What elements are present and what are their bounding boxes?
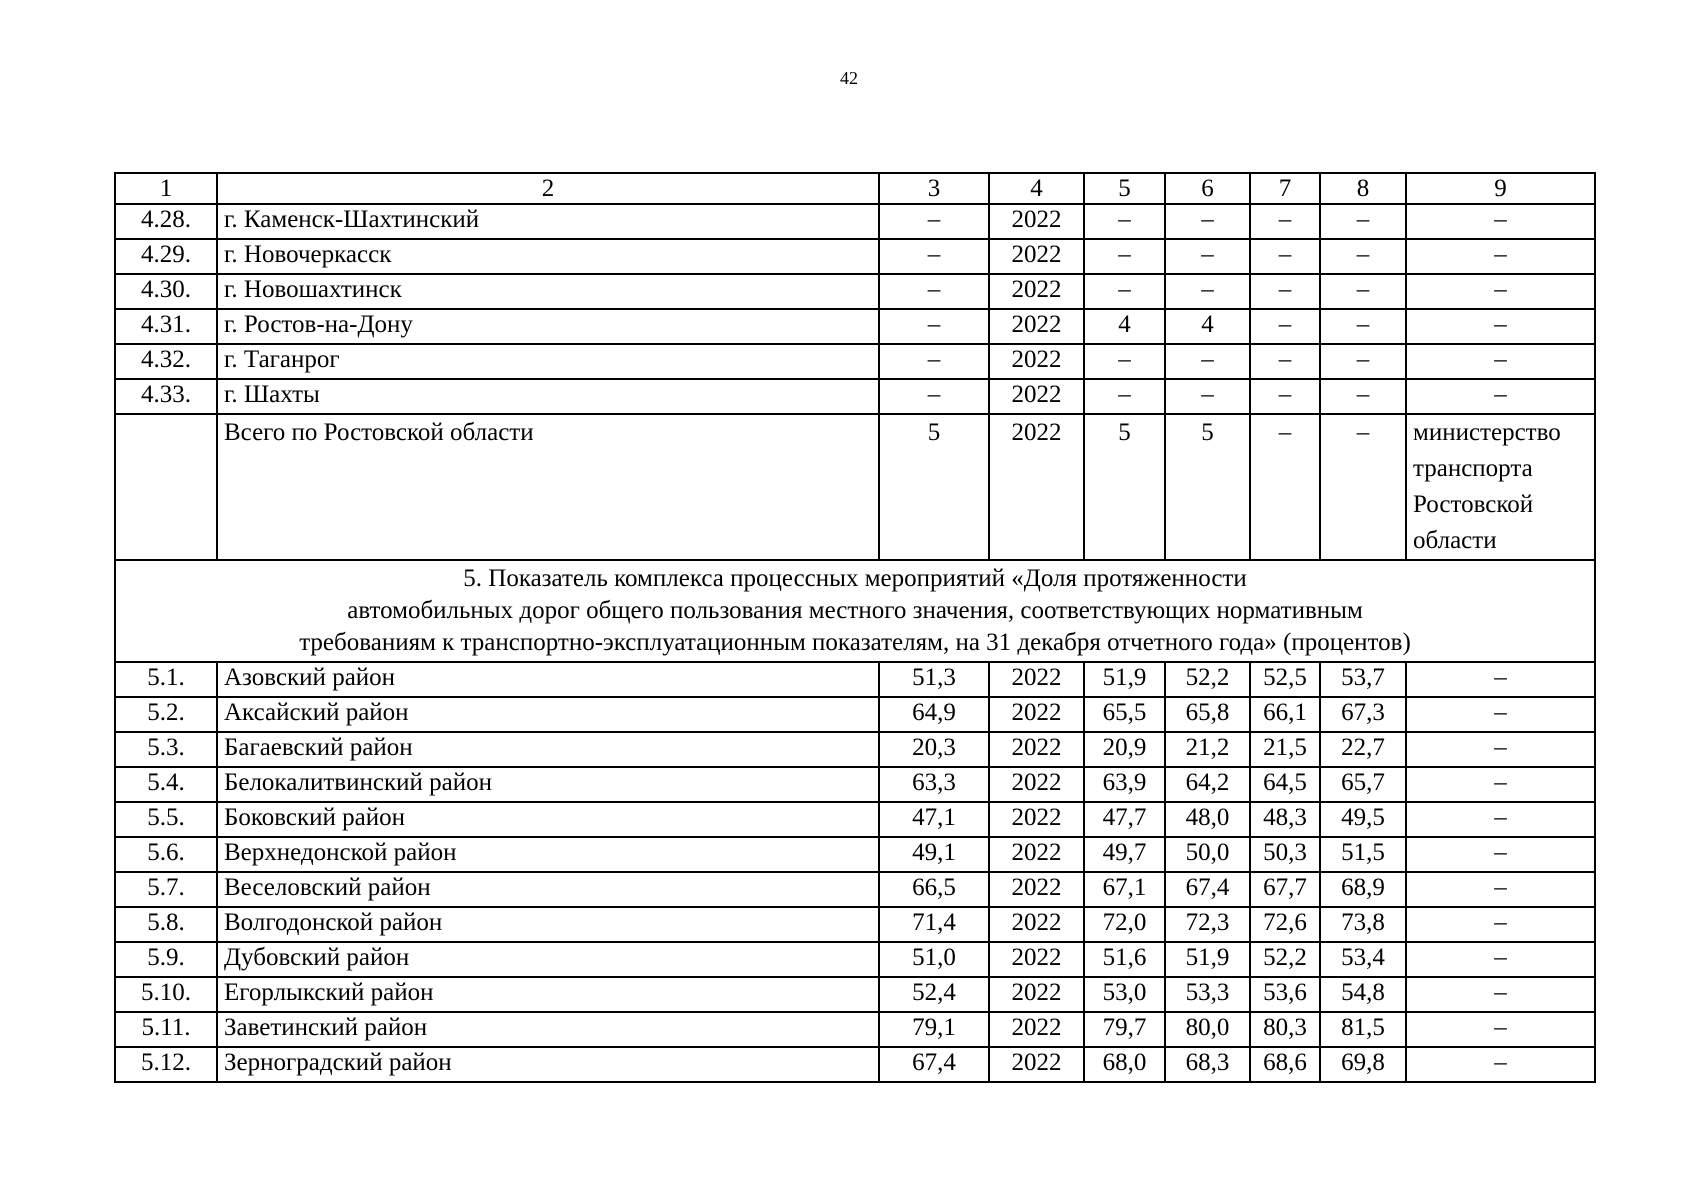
cell-c7: 53,6 xyxy=(1250,977,1320,1012)
cell-c8: 67,3 xyxy=(1320,697,1406,732)
cell-c5: 51,6 xyxy=(1084,942,1165,977)
cell-c3: – xyxy=(879,379,989,414)
cell-c7: 72,6 xyxy=(1250,907,1320,942)
cell-name: Волгодонской район xyxy=(217,907,879,942)
header-cell-9: 9 xyxy=(1406,173,1595,204)
cell-c3: – xyxy=(879,309,989,344)
table-row xyxy=(115,942,1595,977)
total-cell-num xyxy=(115,414,217,560)
cell-c7: 50,3 xyxy=(1250,837,1320,872)
agency-line: транспорта xyxy=(1413,455,1533,482)
cell-c4: 2022 xyxy=(989,379,1084,414)
cell-name: Аксайский район xyxy=(217,697,879,732)
cell-c7: 67,7 xyxy=(1250,872,1320,907)
cell-num: 4.31. xyxy=(115,309,217,344)
cell-c5: 72,0 xyxy=(1084,907,1165,942)
cell-num: 5.6. xyxy=(115,837,217,872)
section-heading-row xyxy=(115,560,1595,662)
table-row xyxy=(115,697,1595,732)
cell-name: Дубовский район xyxy=(217,942,879,977)
cell-num: 4.33. xyxy=(115,379,217,414)
cell-c9: – xyxy=(1406,697,1595,732)
cell-c3: 20,3 xyxy=(879,732,989,767)
cell-c4: 2022 xyxy=(989,344,1084,379)
cell-c4: 2022 xyxy=(989,239,1084,274)
cell-c4: 2022 xyxy=(989,942,1084,977)
cell-c9: – xyxy=(1406,977,1595,1012)
header-cell-5: 5 xyxy=(1084,173,1165,204)
cell-c7: 48,3 xyxy=(1250,802,1320,837)
total-cell-c4: 2022 xyxy=(989,414,1084,560)
cell-name: г. Таганрог xyxy=(217,344,879,379)
cell-c4: 2022 xyxy=(989,204,1084,239)
cell-c4: 2022 xyxy=(989,907,1084,942)
cell-c3: 52,4 xyxy=(879,977,989,1012)
cell-c9: – xyxy=(1406,767,1595,802)
cell-c3: 47,1 xyxy=(879,802,989,837)
cell-c9: – xyxy=(1406,802,1595,837)
cell-c3: 63,3 xyxy=(879,767,989,802)
cell-c5: 65,5 xyxy=(1084,697,1165,732)
cell-c9: – xyxy=(1406,942,1595,977)
cell-c7: – xyxy=(1250,344,1320,379)
cell-c9: – xyxy=(1406,907,1595,942)
cell-c6: – xyxy=(1165,379,1250,414)
cell-c5: 67,1 xyxy=(1084,872,1165,907)
cell-c5: 20,9 xyxy=(1084,732,1165,767)
cell-c9: – xyxy=(1406,872,1595,907)
page-number: 42 xyxy=(840,68,858,88)
header-cell-2: 2 xyxy=(217,173,879,204)
cell-c6: 51,9 xyxy=(1165,942,1250,977)
cell-c9: – xyxy=(1406,732,1595,767)
cell-c6: 64,2 xyxy=(1165,767,1250,802)
cell-c4: 2022 xyxy=(989,1012,1084,1047)
cell-num: 4.30. xyxy=(115,274,217,309)
indicator-table xyxy=(114,172,1596,1083)
cell-c7: – xyxy=(1250,274,1320,309)
cell-c3: – xyxy=(879,239,989,274)
cell-c4: 2022 xyxy=(989,977,1084,1012)
table-row xyxy=(115,767,1595,802)
header-cell-7: 7 xyxy=(1250,173,1320,204)
cell-c3: 64,9 xyxy=(879,697,989,732)
cell-c9: – xyxy=(1406,1012,1595,1047)
cell-c4: 2022 xyxy=(989,837,1084,872)
section-heading-line: автомобильных дорог общего пользования местного значения, соответствующих нормативным xyxy=(347,597,1363,624)
table-row xyxy=(115,977,1595,1012)
cell-name: Заветинский район xyxy=(217,1012,879,1047)
cell-c4: 2022 xyxy=(989,662,1084,697)
table-row xyxy=(115,907,1595,942)
agency-line: области xyxy=(1413,527,1497,554)
cell-c6: – xyxy=(1165,204,1250,239)
cell-c5: – xyxy=(1084,344,1165,379)
cell-name: г. Шахты xyxy=(217,379,879,414)
table-body xyxy=(115,173,1595,1082)
total-cell-c3: 5 xyxy=(879,414,989,560)
cell-c8: 65,7 xyxy=(1320,767,1406,802)
cell-c9: – xyxy=(1406,344,1595,379)
cell-c6: 4 xyxy=(1165,309,1250,344)
cell-name: Верхнедонской район xyxy=(217,837,879,872)
cell-c4: 2022 xyxy=(989,732,1084,767)
cell-c7: 52,2 xyxy=(1250,942,1320,977)
cell-c8: 53,4 xyxy=(1320,942,1406,977)
header-cell-1: 1 xyxy=(115,173,217,204)
cell-c9: – xyxy=(1406,662,1595,697)
cell-num: 4.28. xyxy=(115,204,217,239)
cell-c9: – xyxy=(1406,204,1595,239)
cell-c3: 51,0 xyxy=(879,942,989,977)
cell-num: 5.2. xyxy=(115,697,217,732)
cell-name: г. Новошахтинск xyxy=(217,274,879,309)
table-row xyxy=(115,379,1595,414)
cell-c9: – xyxy=(1406,274,1595,309)
cell-c6: 65,8 xyxy=(1165,697,1250,732)
cell-name: Боковский район xyxy=(217,802,879,837)
cell-c3: – xyxy=(879,344,989,379)
table-row xyxy=(115,239,1595,274)
cell-c5: 53,0 xyxy=(1084,977,1165,1012)
cell-name: Егорлыкский район xyxy=(217,977,879,1012)
cell-name: Белокалитвинский район xyxy=(217,767,879,802)
table-row xyxy=(115,662,1595,697)
cell-c8: – xyxy=(1320,379,1406,414)
cell-name: Азовский район xyxy=(217,662,879,697)
cell-c8: 73,8 xyxy=(1320,907,1406,942)
cell-c7: – xyxy=(1250,379,1320,414)
cell-c3: 71,4 xyxy=(879,907,989,942)
cell-c9: – xyxy=(1406,239,1595,274)
cell-num: 5.4. xyxy=(115,767,217,802)
cell-c5: 51,9 xyxy=(1084,662,1165,697)
table-row xyxy=(115,344,1595,379)
cell-c5: 63,9 xyxy=(1084,767,1165,802)
cell-c5: 47,7 xyxy=(1084,802,1165,837)
table-row xyxy=(115,872,1595,907)
cell-c3: 66,5 xyxy=(879,872,989,907)
cell-c8: – xyxy=(1320,344,1406,379)
cell-c8: 54,8 xyxy=(1320,977,1406,1012)
header-cell-3: 3 xyxy=(879,173,989,204)
header-row xyxy=(115,173,1595,204)
cell-num: 4.29. xyxy=(115,239,217,274)
table-row xyxy=(115,309,1595,344)
cell-num: 5.11. xyxy=(115,1012,217,1047)
cell-name: Зерноградский район xyxy=(217,1047,879,1082)
cell-c3: – xyxy=(879,274,989,309)
section-heading-line: 5. Показатель комплекса процессных мероприятий «Доля протяженности xyxy=(463,565,1247,592)
cell-c8: 51,5 xyxy=(1320,837,1406,872)
cell-c5: – xyxy=(1084,274,1165,309)
cell-c5: – xyxy=(1084,379,1165,414)
responsible-agency xyxy=(1406,414,1595,560)
cell-c6: 48,0 xyxy=(1165,802,1250,837)
cell-num: 5.10. xyxy=(115,977,217,1012)
table-row xyxy=(115,204,1595,239)
cell-c8: – xyxy=(1320,309,1406,344)
section-heading xyxy=(115,560,1595,662)
cell-c7: – xyxy=(1250,204,1320,239)
cell-name: Багаевский район xyxy=(217,732,879,767)
cell-c6: – xyxy=(1165,344,1250,379)
cell-name: г. Каменск-Шахтинский xyxy=(217,204,879,239)
cell-c8: 68,9 xyxy=(1320,872,1406,907)
cell-c5: – xyxy=(1084,204,1165,239)
cell-c6: 68,3 xyxy=(1165,1047,1250,1082)
cell-c8: 22,7 xyxy=(1320,732,1406,767)
cell-c6: 72,3 xyxy=(1165,907,1250,942)
cell-c8: 49,5 xyxy=(1320,802,1406,837)
cell-name: Веселовский район xyxy=(217,872,879,907)
cell-num: 5.7. xyxy=(115,872,217,907)
table-row xyxy=(115,1012,1595,1047)
agency-line: Ростовской xyxy=(1413,491,1534,518)
cell-c5: 4 xyxy=(1084,309,1165,344)
cell-c7: 80,3 xyxy=(1250,1012,1320,1047)
cell-c9: – xyxy=(1406,309,1595,344)
cell-c7: 68,6 xyxy=(1250,1047,1320,1082)
cell-c8: 81,5 xyxy=(1320,1012,1406,1047)
cell-c8: 53,7 xyxy=(1320,662,1406,697)
total-cell-name: Всего по Ростовской области xyxy=(217,414,879,560)
cell-c4: 2022 xyxy=(989,274,1084,309)
cell-num: 5.5. xyxy=(115,802,217,837)
cell-c5: 68,0 xyxy=(1084,1047,1165,1082)
cell-c6: 21,2 xyxy=(1165,732,1250,767)
cell-c9: – xyxy=(1406,1047,1595,1082)
total-cell-c7: – xyxy=(1250,414,1320,560)
table-row xyxy=(115,732,1595,767)
cell-c8: – xyxy=(1320,239,1406,274)
cell-c6: 80,0 xyxy=(1165,1012,1250,1047)
cell-name: г. Новочеркасск xyxy=(217,239,879,274)
cell-num: 5.9. xyxy=(115,942,217,977)
header-cell-4: 4 xyxy=(989,173,1084,204)
cell-c8: 69,8 xyxy=(1320,1047,1406,1082)
cell-c8: – xyxy=(1320,204,1406,239)
cell-c4: 2022 xyxy=(989,309,1084,344)
table-row xyxy=(115,274,1595,309)
cell-c7: – xyxy=(1250,309,1320,344)
cell-c9: – xyxy=(1406,837,1595,872)
cell-num: 4.32. xyxy=(115,344,217,379)
table-row xyxy=(115,837,1595,872)
table-row xyxy=(115,1047,1595,1082)
cell-c4: 2022 xyxy=(989,767,1084,802)
header-cell-8: 8 xyxy=(1320,173,1406,204)
cell-c6: – xyxy=(1165,239,1250,274)
cell-c4: 2022 xyxy=(989,872,1084,907)
total-row xyxy=(115,414,1595,560)
table-row xyxy=(115,802,1595,837)
cell-num: 5.3. xyxy=(115,732,217,767)
cell-c6: – xyxy=(1165,274,1250,309)
header-cell-6: 6 xyxy=(1165,173,1250,204)
cell-num: 5.8. xyxy=(115,907,217,942)
cell-c7: 52,5 xyxy=(1250,662,1320,697)
cell-num: 5.1. xyxy=(115,662,217,697)
total-cell-c6: 5 xyxy=(1165,414,1250,560)
cell-c6: 53,3 xyxy=(1165,977,1250,1012)
cell-c7: – xyxy=(1250,239,1320,274)
cell-c3: – xyxy=(879,204,989,239)
cell-num: 5.12. xyxy=(115,1047,217,1082)
cell-c7: 21,5 xyxy=(1250,732,1320,767)
cell-c6: 50,0 xyxy=(1165,837,1250,872)
cell-c5: 49,7 xyxy=(1084,837,1165,872)
cell-c9: – xyxy=(1406,379,1595,414)
section-heading-line: требованиям к транспортно-эксплуатационным показателям, на 31 декабря отчетного года» (процентов) xyxy=(299,629,1411,656)
total-cell-c5: 5 xyxy=(1084,414,1165,560)
cell-name: г. Ростов-на-Дону xyxy=(217,309,879,344)
cell-c3: 79,1 xyxy=(879,1012,989,1047)
agency-line: министерство xyxy=(1413,419,1561,446)
cell-c6: 67,4 xyxy=(1165,872,1250,907)
cell-c3: 51,3 xyxy=(879,662,989,697)
cell-c7: 66,1 xyxy=(1250,697,1320,732)
cell-c5: – xyxy=(1084,239,1165,274)
cell-c5: 79,7 xyxy=(1084,1012,1165,1047)
cell-c7: 64,5 xyxy=(1250,767,1320,802)
cell-c3: 49,1 xyxy=(879,837,989,872)
cell-c4: 2022 xyxy=(989,697,1084,732)
cell-c8: – xyxy=(1320,274,1406,309)
cell-c3: 67,4 xyxy=(879,1047,989,1082)
cell-c4: 2022 xyxy=(989,1047,1084,1082)
cell-c6: 52,2 xyxy=(1165,662,1250,697)
cell-c4: 2022 xyxy=(989,802,1084,837)
total-cell-c8: – xyxy=(1320,414,1406,560)
